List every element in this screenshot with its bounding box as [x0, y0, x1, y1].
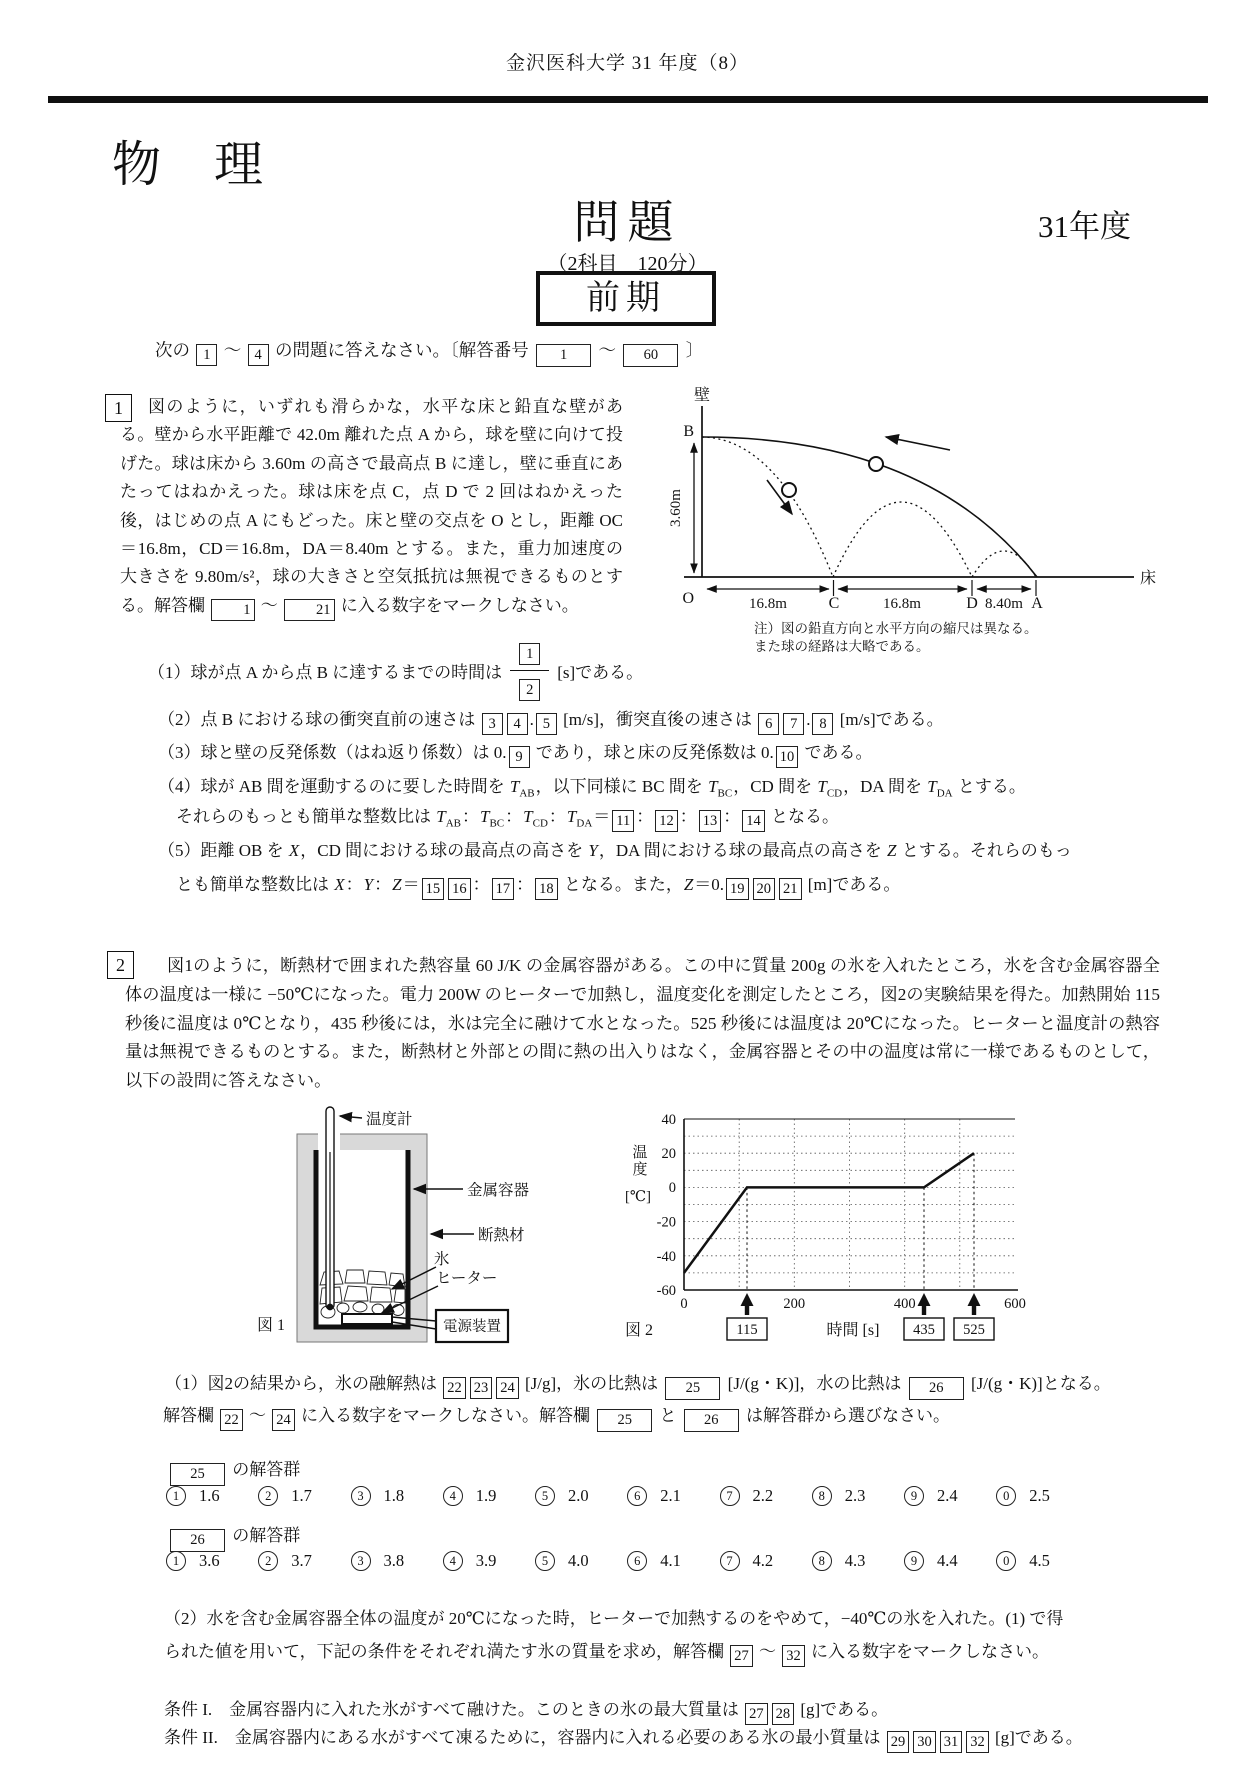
problem1-question-4-line2: それらのもっとも簡単な整数比は $T_{AB}$：$T_{BC}$：$T_{CD}$：$T_{DA}= 11$ ： 12 ： 13 ： 14 となる。 — [176, 802, 839, 832]
thermometer-arrow — [340, 1116, 362, 1118]
problem2-question-2-line2: られた値を用いて，下記の条件をそれぞれ満たす氷の質量を求め，解答欄 27 ～ 32 に入る数字をマークしなさい。 — [164, 1637, 1049, 1667]
ball-rebound — [782, 483, 796, 497]
answer-box: 22 — [443, 1377, 466, 1399]
ball-incoming — [869, 457, 883, 471]
option-number-circle: 8 — [812, 1551, 832, 1571]
answer-option: 4 3.9 — [443, 1551, 497, 1571]
answer-option: 0 2.5 — [996, 1486, 1050, 1506]
answer-box: 31 — [940, 1731, 963, 1753]
answer-box: 24 — [496, 1377, 519, 1399]
problem2-number: 2 — [107, 951, 134, 979]
problem1-body: 図のように，いずれも滑らかな，水平な床と鉛直な壁がある。壁から水平距離で 42.0m 離れた点 A から，球を壁に向けて投げた。球は床から 3.60m の高さで最高点 B に達し，壁に垂直にあたってはねかえった。球は床を点 C，点 D で 2 回はねかえった後，はじめの点 A にもどった。床と壁の交点を O とし，距離 OC＝16.8m，CD＝16.8m，DA＝8.40m とする。また，重力加速度の大きさを 9.80m/s²，球の大きさと空気抵抗は無視できるものとする。解答欄 1 ～ 21 に入る数字をマークしなさい。 — [120, 393, 623, 621]
problem1-question-4-line1: （4）球が AB 間を運動するのに要した時間を $T_{AB}$，以下同様に BC 間を $T_{BC}$，CD 間を $T_{CD}$，DA 間を $T_{DA}$ とする。 — [158, 777, 1026, 800]
answer-box-wide: 25 — [665, 1377, 720, 1400]
option-number-circle: 1 — [166, 1486, 186, 1506]
exam-title: 問題 — [573, 197, 682, 248]
answer-box-wide: 60 — [623, 344, 678, 367]
figure2-caption: 図 2 — [625, 1322, 654, 1339]
fraction-answer: $\frac{1}{2}$ — [510, 639, 549, 702]
answer-group-26-header: 26 の解答群 — [167, 1521, 300, 1552]
answer-box: 22 — [220, 1409, 243, 1431]
answer-box: 4 — [248, 344, 269, 366]
year-label: 31年度 — [1038, 209, 1131, 244]
answer-box: 3 — [482, 713, 503, 735]
answer-group-26-options — [166, 1551, 1050, 1571]
term-box: 前期 — [536, 271, 716, 326]
option-number-circle: 1 — [166, 1551, 186, 1571]
thermometer-bulb — [327, 1304, 334, 1311]
marker-435: 435 — [913, 1322, 935, 1338]
option-number-circle: 2 — [258, 1486, 278, 1506]
answer-option: 6 2.1 — [627, 1486, 681, 1506]
answer-option: 7 2.2 — [720, 1486, 774, 1506]
floor-label: 床 — [1140, 570, 1157, 587]
marker-115: 115 — [736, 1322, 758, 1338]
problem2-condition-1: 条件 I. 金属容器内に入れた氷がすべて融けた。このときの氷の最大質量は 27 28 [g]である。 — [164, 1695, 888, 1725]
answer-box: 20 — [753, 878, 776, 900]
answer-box: 27 — [745, 1703, 768, 1725]
insulation-label: 断熱材 — [478, 1227, 525, 1244]
y-tick-20: 20 — [661, 1146, 676, 1162]
dist-cd-label: 16.8m — [883, 596, 921, 612]
answer-box: 4 — [507, 713, 528, 735]
answer-option: 5 4.0 — [535, 1551, 589, 1571]
point-d-label: D — [966, 595, 978, 612]
x-tick-600: 600 — [1004, 1296, 1026, 1312]
heater-element — [342, 1314, 392, 1324]
answer-option: 4 1.9 — [443, 1486, 497, 1506]
answer-option: 9 4.4 — [904, 1551, 958, 1571]
ice-label: 氷 — [434, 1251, 450, 1268]
x-tick-400: 400 — [893, 1296, 916, 1312]
answer-box: 21 — [284, 599, 335, 621]
answer-option: 1 1.6 — [166, 1486, 220, 1506]
answer-box: 17 — [492, 878, 515, 900]
option-number-circle: 9 — [904, 1551, 924, 1571]
temperature-curve — [684, 1153, 974, 1273]
option-number-circle: 9 — [904, 1486, 924, 1506]
height-label: 3.60m — [668, 489, 684, 527]
ylabel-char1: 温 — [632, 1145, 648, 1161]
answer-option: 2 3.7 — [258, 1551, 312, 1571]
problem2-condition-2: 条件 II. 金属容器内にある水がすべて凍るために，容器内に入れる必要のある氷の最小質量は 29 30 31 32 [g]である。 — [164, 1723, 1083, 1753]
answer-box: 28 — [772, 1703, 795, 1725]
point-c-label: C — [828, 595, 840, 612]
answer-option: 7 4.2 — [720, 1551, 774, 1571]
answer-box: 10 — [776, 746, 799, 768]
y-tick-m20: -20 — [656, 1214, 676, 1231]
answer-box: 19 — [726, 878, 749, 900]
exam-subtitle: （2科目 120分） — [547, 253, 708, 275]
answer-box: 23 — [470, 1377, 493, 1399]
option-number-circle: 7 — [720, 1486, 740, 1506]
answer-group-25-header: 25 の解答群 — [167, 1455, 300, 1486]
y-tick-40: 40 — [661, 1112, 676, 1128]
answer-option: 6 4.1 — [627, 1551, 681, 1571]
problem1-question-2: （2）点 B における球の衝突直前の速さは 3 4 . 5 [m/s]，衝突直後の速さは 6 7 . 8 [m/s]である。 — [158, 705, 944, 735]
temperature-graph — [620, 1095, 1090, 1347]
answer-box: 11 — [612, 810, 634, 832]
xlabel: 時間 [s] — [826, 1322, 880, 1339]
marker-525: 525 — [963, 1322, 985, 1338]
answer-box: 27 — [730, 1645, 753, 1667]
option-number-circle: 5 — [535, 1486, 555, 1506]
answer-option: 1 3.6 — [166, 1551, 220, 1571]
answer-box: 21 — [779, 878, 802, 900]
answer-option: 8 2.3 — [812, 1486, 866, 1506]
option-number-circle: 3 — [351, 1486, 371, 1506]
divider-rule — [48, 96, 1208, 103]
answer-box: 6 — [758, 713, 779, 735]
option-number-circle: 4 — [443, 1486, 463, 1506]
answer-box-wide: 25 — [170, 1463, 225, 1486]
instruction-line: 次の 1 ～ 4 の問題に答えなさい。〔解答番号 1 ～ 60 〕 — [155, 337, 703, 367]
problem1-question-1: （1）球が点 A から点 B に達するまでの時間は $\frac{1}{2}$ [s]である。 — [148, 637, 643, 703]
calorimeter-figure — [250, 1100, 550, 1352]
problem2-question-2-line1: （2）水を含む金属容器全体の温度が 20℃になった時，ヒーターで加熱するのをやめて，−40℃の氷を入れた。(1) で得 — [164, 1609, 1064, 1628]
point-a-label: A — [1031, 595, 1043, 612]
answer-box-wide: 1 — [536, 344, 591, 367]
point-b-label: B — [683, 423, 694, 440]
y-tick-m60: -60 — [656, 1283, 676, 1299]
figure-note — [754, 620, 1038, 655]
option-number-circle: 2 — [258, 1551, 278, 1571]
problem1-number: 1 — [105, 394, 132, 422]
answer-option: 0 4.5 — [996, 1551, 1050, 1571]
heater-label: ヒーター — [436, 1270, 498, 1287]
motion-arrow-left — [886, 437, 950, 450]
answer-box: 18 — [535, 878, 558, 900]
answer-box: 30 — [913, 1731, 936, 1753]
answer-box: 5 — [536, 713, 557, 735]
dist-da-label: 8.40m — [985, 596, 1023, 612]
figure-note-line1: 注）図の鉛直方向と水平方向の縮尺は異なる。 — [754, 621, 1038, 636]
wall-label: 壁 — [693, 387, 711, 404]
metal-container-label: 金属容器 — [467, 1182, 530, 1199]
option-number-circle: 8 — [812, 1486, 832, 1506]
problem2-question-1-line1: （1）図2の結果から，氷の融解熱は 22 23 24 [J/g]，氷の比熱は 25 [J/(g・K)]，水の比熱は 26 [J/(g・K)]となる。 — [165, 1369, 1111, 1400]
ylabel-char2: 度 — [632, 1162, 648, 1178]
trajectory-solid-AB — [702, 437, 1037, 577]
page-header: 金沢医科大学 31 年度（8） — [505, 53, 749, 74]
answer-option: 3 3.8 — [351, 1551, 405, 1571]
answer-box: 15 — [422, 878, 445, 900]
answer-option: 2 1.7 — [258, 1486, 312, 1506]
problem1-question-5-line2: とも簡単な整数比は X：Y：Z＝ 15 16 ： 17 ： 18 となる。また，Z＝0. 19 20 21 [m]である。 — [176, 870, 900, 900]
answer-box: 1 — [211, 599, 254, 621]
problem2-question-1-line2: 解答欄 22 ～ 24 に入る数字をマークしなさい。解答欄 25 と 26 は解答群から選びなさい。 — [163, 1401, 950, 1432]
answer-box: 1 — [196, 344, 217, 366]
option-number-circle: 5 — [535, 1551, 555, 1571]
answer-box: 9 — [509, 746, 530, 768]
power-supply-label: 電源装置 — [443, 1319, 501, 1335]
thermometer-label: 温度計 — [366, 1111, 413, 1128]
problem1-question-3: （3）球と壁の反発係数（はね返り係数）は 0. 9 であり，球と床の反発係数は 0. 10 である。 — [158, 738, 873, 768]
option-number-circle: 0 — [996, 1486, 1016, 1506]
answer-box: 32 — [966, 1731, 989, 1753]
figure-note-line2: また球の経路は大略である。 — [754, 638, 930, 654]
answer-box: 7 — [783, 713, 804, 735]
answer-box: 24 — [272, 1409, 295, 1431]
y-tick-0: 0 — [668, 1180, 676, 1196]
answer-box: 14 — [742, 810, 765, 832]
answer-option: 9 2.4 — [904, 1486, 958, 1506]
answer-box: 16 — [448, 878, 471, 900]
option-number-circle: 7 — [720, 1551, 740, 1571]
answer-box: 29 — [887, 1731, 910, 1753]
figure1-caption: 図 1 — [257, 1317, 286, 1334]
trajectory-figure — [628, 340, 1188, 620]
answer-box-wide: 26 — [684, 1409, 739, 1432]
answer-box-wide: 26 — [170, 1529, 225, 1552]
option-number-circle: 0 — [996, 1551, 1016, 1571]
answer-box: 8 — [812, 713, 833, 735]
option-number-circle: 3 — [351, 1551, 371, 1571]
dist-oc-label: 16.8m — [749, 596, 787, 612]
answer-option: 3 1.8 — [351, 1486, 405, 1506]
answer-option: 8 4.3 — [812, 1551, 866, 1571]
option-number-circle: 6 — [627, 1551, 647, 1571]
trajectory-dotted-BC — [702, 437, 833, 577]
x-tick-0: 0 — [680, 1296, 688, 1312]
answer-box: 13 — [699, 810, 722, 832]
trajectory-dotted-CD — [833, 502, 972, 577]
answer-box-wide: 25 — [597, 1409, 652, 1432]
answer-box: 32 — [782, 1645, 805, 1667]
x-tick-200: 200 — [783, 1296, 806, 1312]
marker-arrows — [741, 1293, 981, 1315]
option-number-circle: 6 — [627, 1486, 647, 1506]
y-tick-m40: -40 — [656, 1248, 676, 1265]
answer-box-wide: 26 — [909, 1377, 964, 1400]
option-number-circle: 4 — [443, 1551, 463, 1571]
problem1-question-5-line1: （5）距離 OB を X，CD 間における球の最高点の高さを Y，DA 間における球の最高点の高さを Z とする。それらのもっ — [158, 841, 1072, 860]
answer-group-25-options — [166, 1486, 1050, 1506]
problem2-body: 図1のように，断熱材で囲まれた熱容量 60 J/K の金属容器がある。この中に質量 200g の氷を入れたところ，氷を含む金属容器全体の温度は一様に −50℃になった。電力 200W のヒーターで加熱し，温度変化を測定したところ，図2の実験結果を得た。加熱開始 115 秒後に温度は 0℃となり，435 秒後には，氷は完全に融けて水となった。525 秒後には温度は 20℃になった。ヒーターと温度計の熱容量は無視できるものとする。また，断熱材と外部との間に熱の出入りはなく，金属容器とその中の温度は常に一様であるものとして，以下の設問に答えなさい。 — [125, 956, 1160, 1091]
subject-title: 物 理 — [112, 137, 266, 192]
answer-option: 5 2.0 — [535, 1486, 589, 1506]
answer-box: 12 — [655, 810, 678, 832]
ylabel-unit: [℃] — [625, 1189, 651, 1205]
point-o-label: O — [682, 590, 694, 607]
